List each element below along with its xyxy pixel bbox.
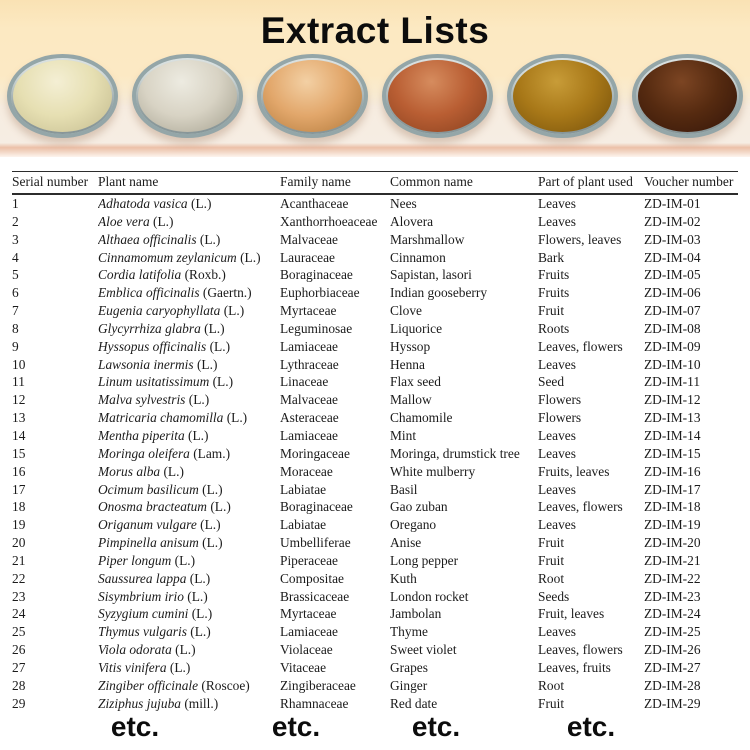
plant-binomial: Piper longum <box>98 552 172 568</box>
cell-common-name: Red date <box>390 695 438 711</box>
plant-binomial: Cordia latifolia <box>98 267 182 283</box>
cell-family-name: Vitaceae <box>280 659 327 675</box>
plant-binomial: Eugenia caryophyllata <box>98 303 221 319</box>
cell-part-used: Bark <box>538 249 565 265</box>
plant-binomial: Syzygium cumini <box>98 606 189 622</box>
cell-family-name: Xanthorrhoeaceae <box>280 213 378 229</box>
table-row-22 <box>12 570 738 588</box>
cell-serial: 19 <box>12 517 26 533</box>
plant-binomial: Saussurea lappa <box>98 570 187 586</box>
cell-serial: 20 <box>12 535 26 551</box>
cell-serial: 12 <box>12 392 26 408</box>
cell-serial: 15 <box>12 445 26 461</box>
cell-common-name: Marshmallow <box>390 231 465 247</box>
cell-voucher-number: ZD-IM-11 <box>644 374 701 390</box>
cell-serial: 24 <box>12 606 26 622</box>
plant-authority: (L.) <box>187 196 212 211</box>
cell-voucher-number: ZD-IM-04 <box>644 249 701 265</box>
cell-plant-name <box>98 427 280 445</box>
cell-serial: 22 <box>12 570 26 586</box>
cell-plant-name <box>98 641 280 659</box>
cell-serial: 10 <box>12 356 26 372</box>
cell-part-used: Fruits, leaves <box>538 463 610 479</box>
plant-binomial: Malva sylvestris <box>98 392 186 408</box>
powder-dish-golden-ochre-extract-powder <box>507 54 618 138</box>
cell-voucher-number: ZD-IM-27 <box>644 659 701 675</box>
cell-family-name: Lauraceae <box>280 249 335 265</box>
cell-part-used: Fruits <box>538 267 570 283</box>
cell-voucher-number: ZD-IM-06 <box>644 285 701 301</box>
cell-plant-name <box>98 516 280 534</box>
cell-part-used: Leaves <box>538 196 576 211</box>
cell-common-name: Indian gooseberry <box>390 285 488 301</box>
cell-part-used: Flowers, leaves <box>538 231 622 247</box>
table-row-7 <box>12 302 738 320</box>
cell-part-used: Roots <box>538 320 570 336</box>
cell-voucher-number: ZD-IM-05 <box>644 267 701 283</box>
table-row-20 <box>12 534 738 552</box>
cell-common-name: Sapistan, lasori <box>390 267 472 283</box>
cell-family-name: Malvaceae <box>280 392 338 408</box>
cell-part-used: Leaves <box>538 481 576 497</box>
cell-serial: 18 <box>12 499 26 515</box>
cell-serial: 9 <box>12 338 19 354</box>
cell-common-name: Thyme <box>390 624 428 640</box>
cell-plant-name <box>98 659 280 677</box>
golden-ochre-extract-powder-image <box>513 60 612 132</box>
plant-authority: (L.) <box>196 517 221 533</box>
cell-plant-name <box>98 338 280 356</box>
plant-binomial: Adhatoda vasica <box>98 196 188 211</box>
plant-binomial: Viola odorata <box>98 642 172 658</box>
etc-label-3: etc. <box>411 711 461 743</box>
plant-authority: (Roxb.) <box>181 267 226 283</box>
cell-voucher-number: ZD-IM-21 <box>644 552 701 568</box>
cell-voucher-number: ZD-IM-25 <box>644 624 701 640</box>
cell-common-name: Mallow <box>390 392 432 408</box>
cell-part-used: Flowers <box>538 392 582 408</box>
header-row <box>12 172 738 195</box>
cell-family-name: Umbelliferae <box>280 535 351 551</box>
cell-common-name: Oregano <box>390 517 437 533</box>
cell-common-name: Nees <box>390 196 417 211</box>
cell-voucher-number: ZD-IM-28 <box>644 677 701 693</box>
cell-serial: 26 <box>12 642 26 658</box>
plant-binomial: Morus alba <box>98 463 161 479</box>
cell-serial: 16 <box>12 463 26 479</box>
cell-family-name: Boraginaceae <box>280 499 353 515</box>
table-row-4 <box>12 249 738 267</box>
plant-authority: (L.) <box>236 249 261 265</box>
cell-common-name: Jambolan <box>390 606 442 622</box>
off-white-extract-powder-image <box>138 60 237 132</box>
extract-table-section <box>12 171 738 750</box>
cell-voucher-number: ZD-IM-22 <box>644 570 701 586</box>
cell-part-used: Flowers <box>538 410 582 426</box>
cell-part-used: Leaves, fruits <box>538 659 611 675</box>
cell-serial: 4 <box>12 249 19 265</box>
plant-binomial: Althaea officinalis <box>98 231 197 247</box>
table-row-12 <box>12 391 738 409</box>
cell-family-name: Brassicaceae <box>280 588 350 604</box>
cell-voucher-number: ZD-IM-02 <box>644 213 701 229</box>
cell-plant-name <box>98 320 280 338</box>
cell-voucher-number: ZD-IM-24 <box>644 606 701 622</box>
plant-authority: (L.) <box>206 499 231 515</box>
table-row-3 <box>12 231 738 249</box>
cell-common-name: Kuth <box>390 570 417 586</box>
cell-serial: 13 <box>12 410 26 426</box>
cell-plant-name <box>98 302 280 320</box>
cell-common-name: London rocket <box>390 588 469 604</box>
table-row-10 <box>12 356 738 374</box>
table-row-9 <box>12 338 738 356</box>
cell-family-name: Violaceae <box>280 642 333 658</box>
table-row-14 <box>12 427 738 445</box>
table-row-11 <box>12 373 738 391</box>
cell-serial: 1 <box>12 196 19 211</box>
cell-serial: 21 <box>12 552 26 568</box>
cell-part-used: Leaves <box>538 517 576 533</box>
cell-common-name: Gao zuban <box>390 499 448 515</box>
cell-family-name: Piperaceae <box>280 552 338 568</box>
col-header-common-name: Common name <box>390 172 538 195</box>
terracotta-extract-powder-image <box>388 60 487 132</box>
plant-authority: (L.) <box>183 588 208 604</box>
cell-family-name: Myrtaceae <box>280 606 337 622</box>
cell-serial: 14 <box>12 427 26 443</box>
cell-plant-name <box>98 266 280 284</box>
plant-authority: (L.) <box>166 659 191 675</box>
cell-plant-name <box>98 605 280 623</box>
table-row-26 <box>12 641 738 659</box>
cell-family-name: Lamiaceae <box>280 624 338 640</box>
cell-serial: 5 <box>12 267 19 283</box>
cell-family-name: Compositae <box>280 570 344 586</box>
plant-authority: (L.) <box>200 320 225 336</box>
cell-part-used: Leaves, flowers <box>538 642 623 658</box>
table-body <box>12 194 738 712</box>
table-row-18 <box>12 498 738 516</box>
cell-voucher-number: ZD-IM-19 <box>644 517 701 533</box>
cell-common-name: Sweet violet <box>390 642 457 658</box>
cell-part-used: Leaves, flowers <box>538 499 623 515</box>
pale-cream-extract-powder-image <box>13 60 112 132</box>
cell-family-name: Moraceae <box>280 463 333 479</box>
plant-authority: (L.) <box>223 410 248 426</box>
cell-family-name: Myrtaceae <box>280 303 337 319</box>
cell-family-name: Boraginaceae <box>280 267 353 283</box>
plant-binomial: Thymus vulgaris <box>98 624 187 640</box>
table-row-19 <box>12 516 738 534</box>
cell-serial: 6 <box>12 285 19 301</box>
etc-label-4: etc. <box>566 711 616 743</box>
cell-family-name: Euphorbiaceae <box>280 285 360 301</box>
plant-binomial: Origanum vulgare <box>98 517 197 533</box>
cell-part-used: Fruit <box>538 552 565 568</box>
cell-family-name: Moringaceae <box>280 445 350 461</box>
cell-common-name: Liquorice <box>390 320 443 336</box>
cell-serial: 7 <box>12 303 19 319</box>
table-row-6 <box>12 284 738 302</box>
cell-common-name: White mulberry <box>390 463 476 479</box>
cell-part-used: Fruit <box>538 303 565 319</box>
cell-voucher-number: ZD-IM-20 <box>644 535 701 551</box>
cell-voucher-number: ZD-IM-12 <box>644 392 701 408</box>
cell-common-name: Mint <box>390 427 417 443</box>
cell-part-used: Leaves <box>538 445 576 461</box>
cell-part-used: Fruit, leaves <box>538 606 605 622</box>
plant-binomial: Aloe vera <box>98 213 150 229</box>
cell-voucher-number: ZD-IM-18 <box>644 499 701 515</box>
cell-plant-name <box>98 498 280 516</box>
cell-plant-name <box>98 194 280 213</box>
cell-part-used: Fruits <box>538 285 570 301</box>
plant-binomial: Onosma bracteatum <box>98 499 207 515</box>
table-row-23 <box>12 588 738 606</box>
col-header-part-of-plant-used: Part of plant used <box>538 172 644 195</box>
cell-plant-name <box>98 356 280 374</box>
cell-serial: 2 <box>12 213 19 229</box>
powder-dish-pale-cream-extract-powder <box>7 54 118 138</box>
etc-label-1: etc. <box>110 711 160 743</box>
powder-dish-terracotta-extract-powder <box>382 54 493 138</box>
plant-authority: (Lam.) <box>189 445 231 461</box>
cell-common-name: Alovera <box>390 213 434 229</box>
cell-voucher-number: ZD-IM-07 <box>644 303 701 319</box>
cell-family-name: Lythraceae <box>280 356 339 372</box>
cell-common-name: Ginger <box>390 677 428 693</box>
cell-common-name: Anise <box>390 535 422 551</box>
plant-authority: (L.) <box>206 338 231 354</box>
cell-plant-name <box>98 231 280 249</box>
plant-authority: (L.) <box>196 231 221 247</box>
cell-plant-name <box>98 213 280 231</box>
plant-binomial: Sisymbrium irio <box>98 588 184 604</box>
plant-authority: (L.) <box>188 606 213 622</box>
cell-common-name: Long pepper <box>390 552 459 568</box>
cell-common-name: Chamomile <box>390 410 453 426</box>
cell-serial: 23 <box>12 588 26 604</box>
table-row-8 <box>12 320 738 338</box>
plant-authority: (L.) <box>209 374 234 390</box>
cell-serial: 27 <box>12 659 26 675</box>
plant-authority: (L.) <box>193 356 218 372</box>
table-row-13 <box>12 409 738 427</box>
cell-part-used: Fruit <box>538 695 565 711</box>
cell-plant-name <box>98 588 280 606</box>
cell-part-used: Leaves <box>538 624 576 640</box>
table-row-1 <box>12 194 738 213</box>
cell-common-name: Basil <box>390 481 418 497</box>
cell-family-name: Malvaceae <box>280 231 338 247</box>
plant-authority: (L.) <box>186 624 211 640</box>
table-row-24 <box>12 605 738 623</box>
plant-binomial: Zingiber officinale <box>98 677 199 693</box>
plant-binomial: Moringa oleifera <box>98 445 190 461</box>
cell-common-name: Grapes <box>390 659 428 675</box>
plant-binomial: Ocimum basilicum <box>98 481 199 497</box>
cell-voucher-number: ZD-IM-26 <box>644 642 701 658</box>
plant-authority: (L.) <box>185 392 210 408</box>
dish-row <box>0 54 750 138</box>
cell-plant-name <box>98 481 280 499</box>
cell-voucher-number: ZD-IM-29 <box>644 695 701 711</box>
table-row-29 <box>12 695 738 713</box>
cell-family-name: Linaceae <box>280 374 329 390</box>
cell-serial: 17 <box>12 481 26 497</box>
cell-family-name: Acanthaceae <box>280 196 349 211</box>
cell-plant-name <box>98 695 280 713</box>
cell-voucher-number: ZD-IM-15 <box>644 445 701 461</box>
plant-binomial: Lawsonia inermis <box>98 356 194 372</box>
cell-plant-name <box>98 570 280 588</box>
table-row-17 <box>12 481 738 499</box>
plant-authority: (L.) <box>149 213 174 229</box>
cell-voucher-number: ZD-IM-23 <box>644 588 701 604</box>
plant-binomial: Matricaria chamomilla <box>98 410 224 426</box>
cell-family-name: Labiatae <box>280 481 327 497</box>
dark-brown-extract-powder-image <box>638 60 737 132</box>
plant-binomial: Cinnamomum zeylanicum <box>98 249 237 265</box>
col-header-plant-name: Plant name <box>98 172 280 195</box>
cell-serial: 11 <box>12 374 25 390</box>
cell-serial: 3 <box>12 231 19 247</box>
col-header-serial-number: Serial number <box>12 172 98 195</box>
table-row-25 <box>12 623 738 641</box>
cell-voucher-number: ZD-IM-13 <box>644 410 701 426</box>
cell-common-name: Clove <box>390 303 422 319</box>
cell-part-used: Leaves <box>538 213 576 229</box>
plant-authority: (mill.) <box>180 695 219 711</box>
plant-binomial: Pimpinella anisum <box>98 535 199 551</box>
cell-part-used: Leaves <box>538 427 576 443</box>
cell-voucher-number: ZD-IM-03 <box>644 231 701 247</box>
page-title: Extract Lists <box>260 10 490 51</box>
cell-common-name: Flax seed <box>390 374 441 390</box>
col-header-family-name: Family name <box>280 172 390 195</box>
cell-voucher-number: ZD-IM-09 <box>644 338 701 354</box>
table-row-28 <box>12 677 738 695</box>
plant-binomial: Mentha piperita <box>98 427 185 443</box>
cell-serial: 25 <box>12 624 26 640</box>
cell-plant-name <box>98 284 280 302</box>
plant-binomial: Glycyrrhiza glabra <box>98 320 201 336</box>
plant-authority: (Roscoe) <box>198 677 250 693</box>
plant-binomial: Emblica officinalis <box>98 285 200 301</box>
cell-voucher-number: ZD-IM-01 <box>644 196 701 211</box>
plant-binomial: Hyssopus officinalis <box>98 338 207 354</box>
cell-voucher-number: ZD-IM-10 <box>644 356 701 372</box>
cell-family-name: Leguminosae <box>280 320 353 336</box>
plant-authority: (L.) <box>171 642 196 658</box>
cell-voucher-number: ZD-IM-17 <box>644 481 701 497</box>
cell-plant-name <box>98 445 280 463</box>
cell-voucher-number: ZD-IM-16 <box>644 463 701 479</box>
cell-family-name: Lamiaceae <box>280 338 338 354</box>
peach-tan-extract-powder-image <box>263 60 362 132</box>
cell-plant-name <box>98 677 280 695</box>
table-header <box>12 172 738 195</box>
plant-binomial: Vitis vinifera <box>98 659 167 675</box>
table-row-5 <box>12 266 738 284</box>
cell-part-used: Fruit <box>538 535 565 551</box>
table-row-2 <box>12 213 738 231</box>
plant-authority: (L.) <box>220 303 245 319</box>
cell-family-name: Rhamnaceae <box>280 695 349 711</box>
banner <box>0 0 750 157</box>
plant-binomial: Linum usitatissimum <box>98 374 210 390</box>
table-row-27 <box>12 659 738 677</box>
powder-dish-peach-tan-extract-powder <box>257 54 368 138</box>
cell-family-name: Asteraceae <box>280 410 339 426</box>
cell-plant-name <box>98 249 280 267</box>
plant-authority: (L.) <box>198 535 223 551</box>
cell-family-name: Lamiaceae <box>280 427 338 443</box>
col-header-voucher-number: Voucher number <box>644 172 738 195</box>
table-row-16 <box>12 463 738 481</box>
cell-plant-name <box>98 463 280 481</box>
extract-table <box>12 171 738 712</box>
cell-voucher-number: ZD-IM-14 <box>644 427 701 443</box>
cell-plant-name <box>98 534 280 552</box>
etc-row <box>12 713 738 750</box>
cell-part-used: Seed <box>538 374 565 390</box>
cell-part-used: Root <box>538 677 565 693</box>
cell-serial: 28 <box>12 677 26 693</box>
table-row-21 <box>12 552 738 570</box>
plant-binomial: Ziziphus jujuba <box>98 695 181 711</box>
plant-authority: (L.) <box>198 481 223 497</box>
cell-part-used: Leaves, flowers <box>538 338 623 354</box>
cell-serial: 8 <box>12 320 19 336</box>
cell-part-used: Seeds <box>538 588 570 604</box>
cell-common-name: Hyssop <box>390 338 431 354</box>
cell-family-name: Zingiberaceae <box>280 677 356 693</box>
cell-voucher-number: ZD-IM-08 <box>644 320 701 336</box>
plant-authority: (L.) <box>184 427 209 443</box>
plant-authority: (L.) <box>186 570 211 586</box>
powder-dish-off-white-extract-powder <box>132 54 243 138</box>
cell-plant-name <box>98 373 280 391</box>
cell-plant-name <box>98 552 280 570</box>
cell-family-name: Labiatae <box>280 517 327 533</box>
cell-common-name: Cinnamon <box>390 249 446 265</box>
cell-common-name: Henna <box>390 356 425 372</box>
plant-authority: (Gaertn.) <box>199 285 252 301</box>
cell-plant-name <box>98 409 280 427</box>
cell-serial: 29 <box>12 695 26 711</box>
cell-plant-name <box>98 391 280 409</box>
powder-dish-dark-brown-extract-powder <box>632 54 743 138</box>
cell-common-name: Moringa, drumstick tree <box>390 445 520 461</box>
cell-part-used: Leaves <box>538 356 576 372</box>
etc-label-2: etc. <box>271 711 321 743</box>
plant-authority: (L.) <box>160 463 184 479</box>
table-row-15 <box>12 445 738 463</box>
plant-authority: (L.) <box>171 552 196 568</box>
cell-plant-name <box>98 623 280 641</box>
cell-part-used: Root <box>538 570 565 586</box>
